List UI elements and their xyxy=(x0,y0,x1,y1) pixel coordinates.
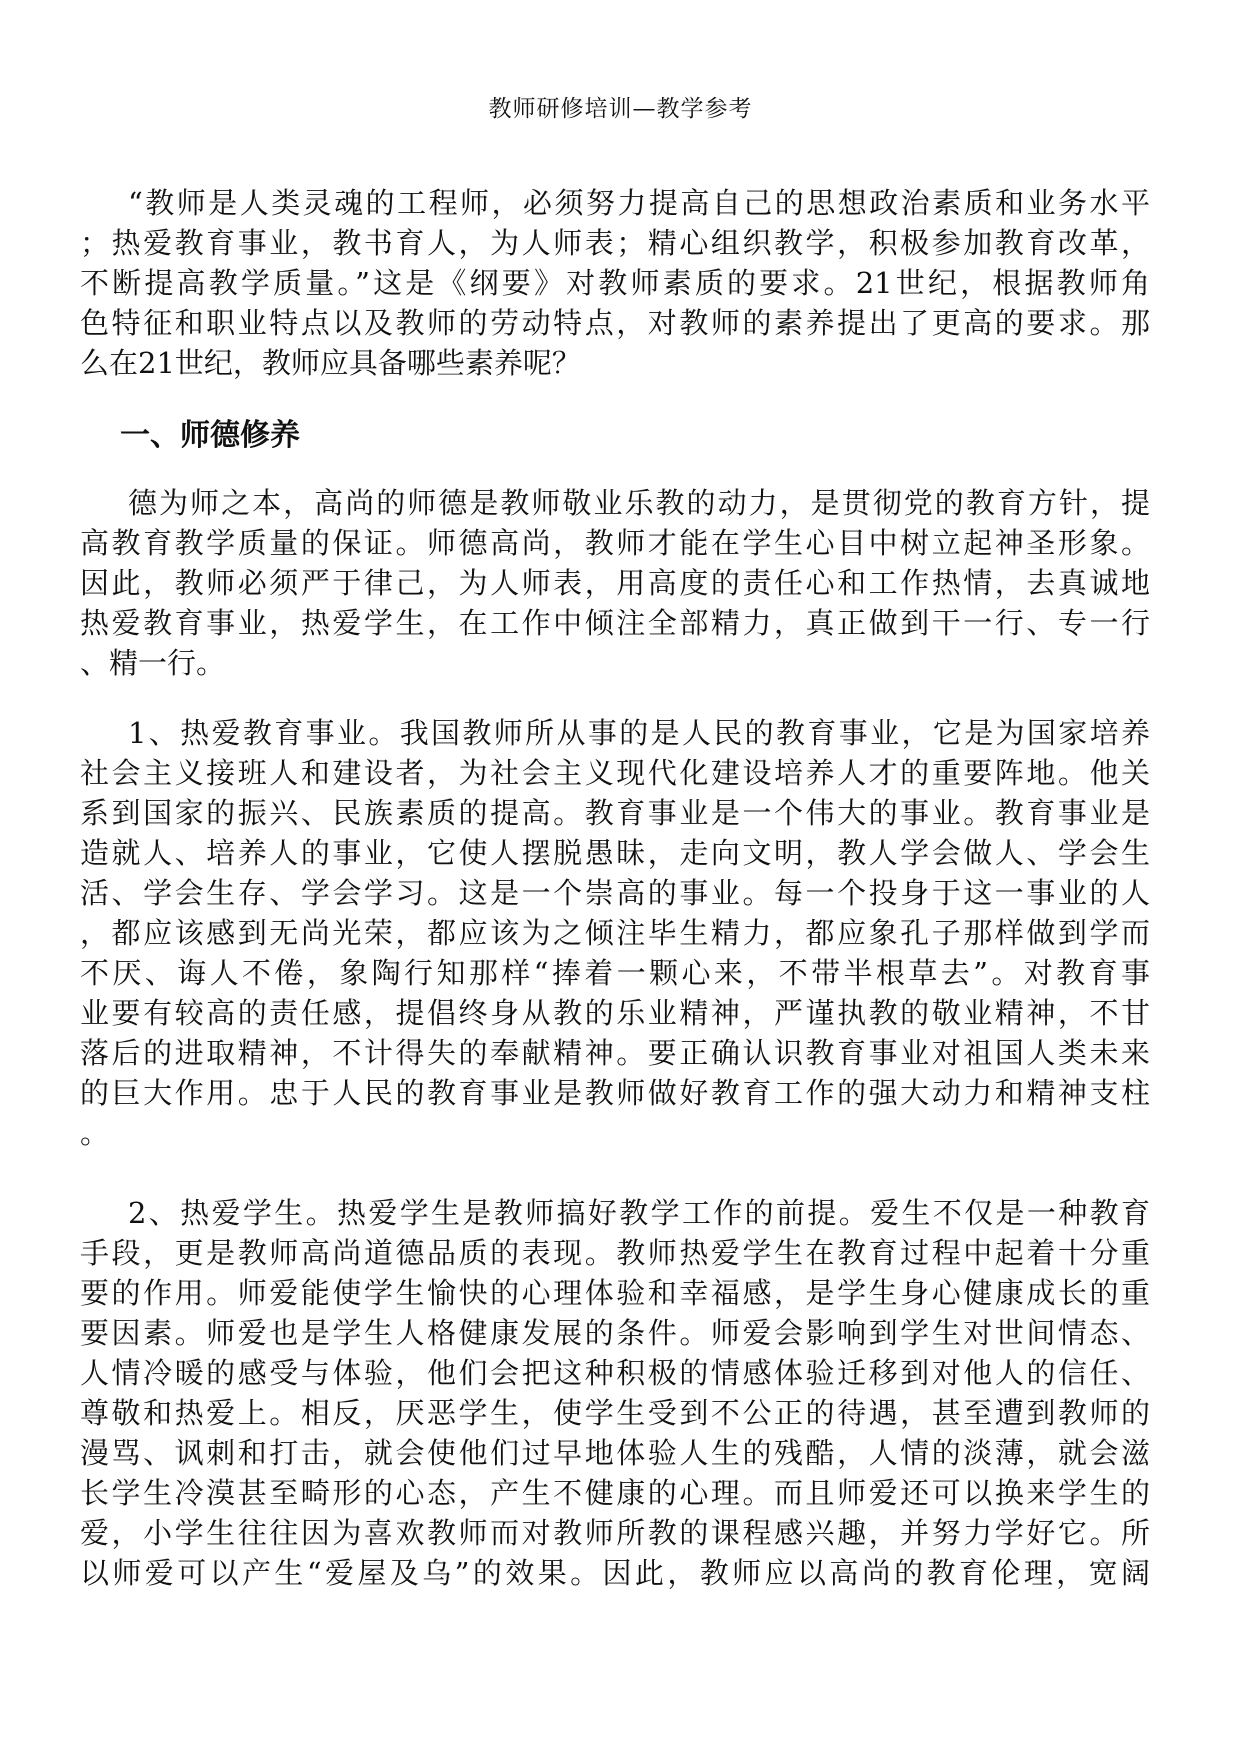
item2-line: 长学生冷漠甚至畸形的心态，产生不健康的心理。而且师爱还可以换来学生的 xyxy=(80,1476,1150,1510)
item2-line: 要的作用。师爱能使学生愉快的心理体验和幸福感，是学生身心健康成长的重 xyxy=(80,1276,1150,1310)
ethics-line: 因此，教师必须严于律己，为人师表，用高度的责任心和工作热情，去真诚地 xyxy=(80,566,1150,600)
ethics-line: 热爱教育事业，热爱学生，在工作中倾注全部精力，真正做到干一行、专一行 xyxy=(80,606,1150,640)
item2-line: 以师爱可以产生“爱屋及乌”的效果。因此，教师应以高尚的教育伦理，宽阔 xyxy=(80,1556,1150,1590)
item1-line: 落后的进取精神，不计得失的奉献精神。要正确认识教育事业对祖国人类未来 xyxy=(80,1036,1150,1070)
item1-line: 。 xyxy=(80,1116,110,1150)
item2-line: 尊敬和热爱上。相反，厌恶学生，使学生受到不公正的待遇，甚至遭到教师的 xyxy=(80,1396,1150,1430)
item1-line: 社会主义接班人和建设者，为社会主义现代化建设培养人才的重要阵地。他关 xyxy=(80,756,1150,790)
item1-line: 业要有较高的责任感，提倡终身从教的乐业精神，严谨执教的敬业精神，不甘 xyxy=(80,996,1150,1030)
intro-line: 不断提高教学质量。”这是《纲要》对教师素质的要求。21世纪，根据教师角 xyxy=(80,266,1150,300)
item1-line: 造就人、培养人的事业，它使人摆脱愚昧，走向文明，教人学会做人、学会生 xyxy=(80,836,1150,870)
intro-line: ；热爱教育事业，教书育人，为人师表；精心组织教学，积极参加教育改革， xyxy=(80,226,1150,260)
intro-line: 么在21世纪，教师应具备哪些素养呢？ xyxy=(80,346,581,380)
item2-line: 2、热爱学生。热爱学生是教师搞好教学工作的前提。爱生不仅是一种教育 xyxy=(128,1196,1150,1230)
ethics-line: 、精一行。 xyxy=(80,646,226,680)
intro-line: “教师是人类灵魂的工程师，必须努力提高自己的思想政治素质和业务水平 xyxy=(128,186,1150,220)
item1-line: 活、学会生存、学会学习。这是一个崇高的事业。每一个投身于这一事业的人 xyxy=(80,876,1150,910)
item1-line: 不厌、诲人不倦，象陶行知那样“捧着一颗心来，不带半根草去”。对教育事 xyxy=(80,956,1150,990)
item2-line: 人情冷暖的感受与体验，他们会把这种积极的情感体验迁移到对他人的信任、 xyxy=(80,1356,1150,1390)
item2-line: 爱，小学生往往因为喜欢教师而对教师所教的课程感兴趣，并努力学好它。所 xyxy=(80,1516,1150,1550)
item2-line: 手段，更是教师高尚道德品质的表现。教师热爱学生在教育过程中起着十分重 xyxy=(80,1236,1150,1270)
item1-line: 的巨大作用。忠于人民的教育事业是教师做好教育工作的强大动力和精神支柱 xyxy=(80,1076,1150,1110)
item2-line: 要因素。师爱也是学生人格健康发展的条件。师爱会影响到学生对世间情态、 xyxy=(80,1316,1150,1350)
intro-line: 色特征和职业特点以及教师的劳动特点，对教师的素养提出了更高的要求。那 xyxy=(80,306,1150,340)
ethics-line: 德为师之本，高尚的师德是教师敬业乐教的动力，是贯彻党的教育方针，提 xyxy=(128,486,1150,520)
item1-line: 1、热爱教育事业。我国教师所从事的是人民的教育事业，它是为国家培养 xyxy=(128,716,1150,750)
item1-line: 系到国家的振兴、民族素质的提高。教育事业是一个伟大的事业。教育事业是 xyxy=(80,796,1150,830)
section-heading: 一、师德修养 xyxy=(120,418,300,453)
item1-line: ，都应该感到无尚光荣，都应该为之倾注毕生精力，都应象孔子那样做到学而 xyxy=(80,916,1150,950)
ethics-line: 高教育教学质量的保证。师德高尚，教师才能在学生心目中树立起神圣形象。 xyxy=(80,526,1150,560)
page-header: 教师研修培训—教学参考 xyxy=(488,96,753,122)
item2-line: 漫骂、讽刺和打击，就会使他们过早地体验人生的残酷，人情的淡薄，就会滋 xyxy=(80,1436,1150,1470)
